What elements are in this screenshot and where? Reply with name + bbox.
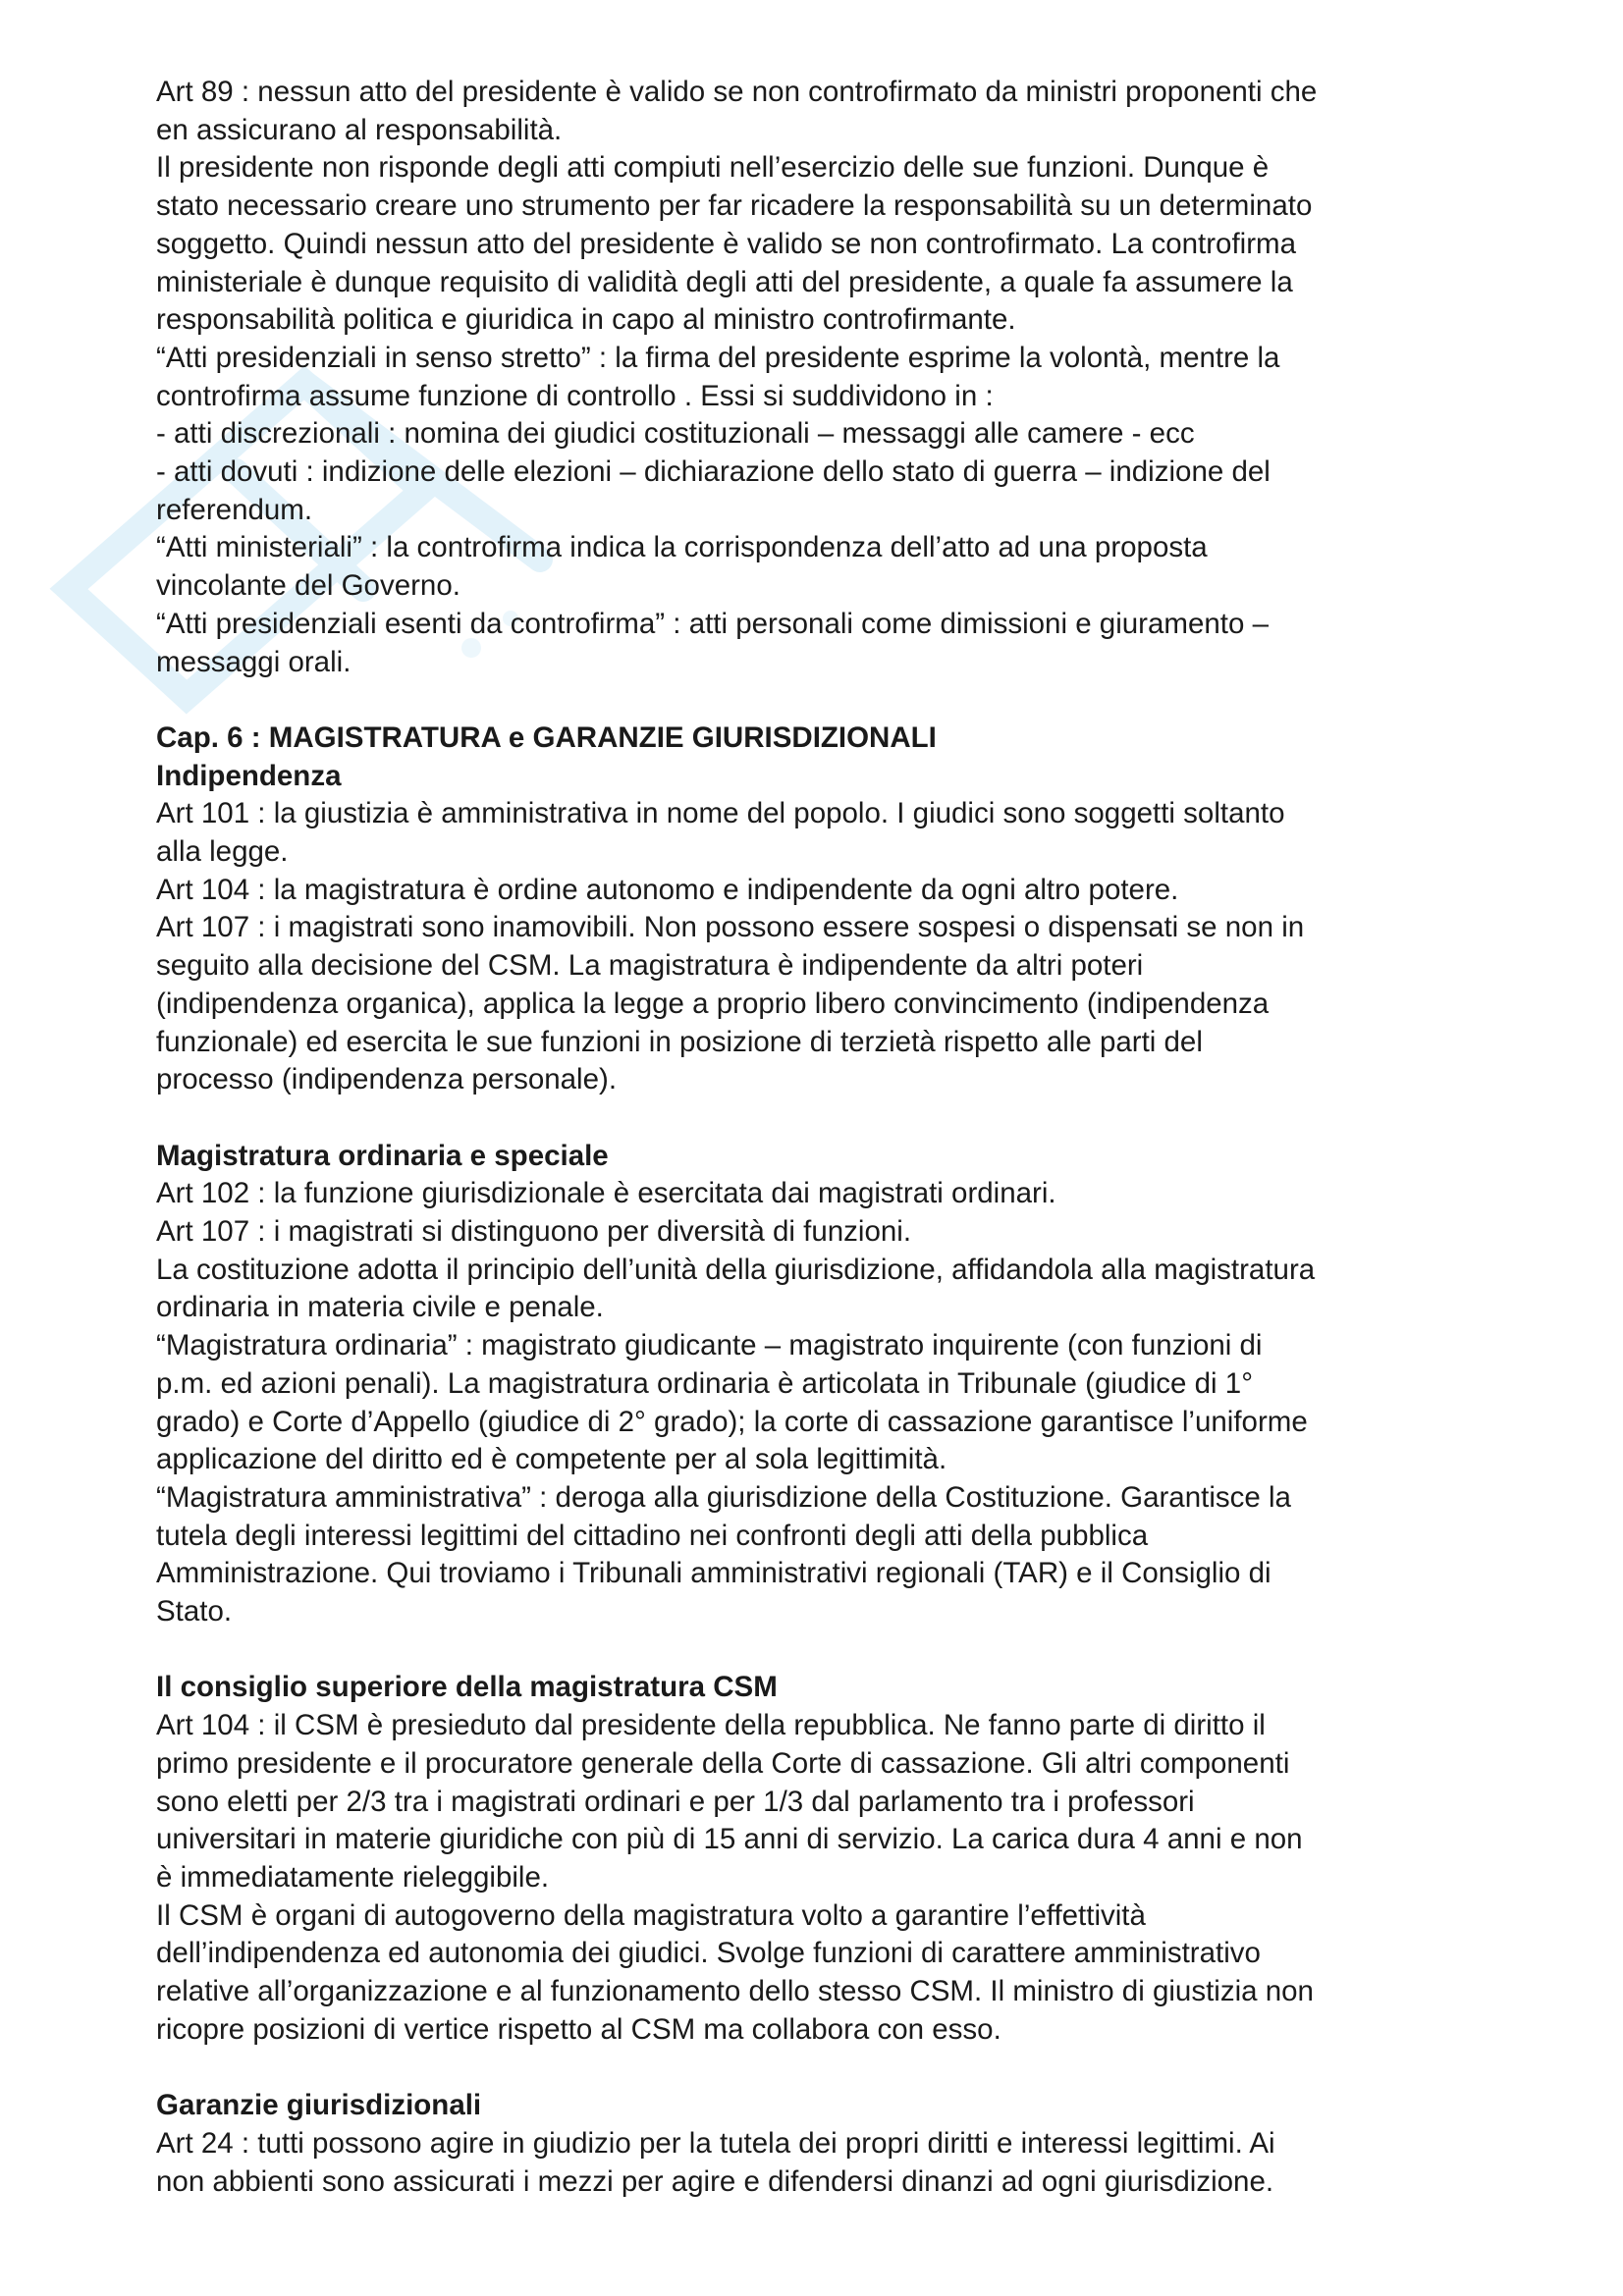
paragraph-gap bbox=[156, 2050, 1491, 2088]
section-cap6 bbox=[156, 720, 1491, 1099]
text-line: Stato. bbox=[156, 1595, 233, 1629]
section-title: Garanzie giurisdizionali bbox=[156, 2089, 482, 2122]
text-line: primo presidente e il procuratore generale della Corte di cassazione. Gli altri componenti bbox=[156, 1746, 1290, 1780]
text-line: Art 24 : tutti possono agire in giudizio per la tutela dei propri diritti e interessi legittimi. Ai bbox=[156, 2126, 1275, 2160]
text-line: “Magistratura ordinaria” : magistrato giudicante – magistrato inquirente (con funzioni di bbox=[156, 1329, 1263, 1362]
text-line: Art 107 : i magistrati sono inamovibili. Non possono essere sospesi o dispensati se non in bbox=[156, 911, 1305, 944]
text-line: sono eletti per 2/3 tra i magistrati ordinari e per 1/3 dal parlamento tra i professori bbox=[156, 1785, 1195, 1818]
text-line: controfirma assume funzione di controllo . Essi si suddividono in : bbox=[156, 379, 994, 412]
text-line: seguito alla decisione del CSM. La magistratura è indipendente da altri poteri bbox=[156, 949, 1144, 983]
text-line: Art 102 : la funzione giurisdizionale è esercitata dai magistrati ordinari. bbox=[156, 1177, 1056, 1210]
text-line: Art 101 : la giustizia è amministrativa in nome del popolo. I giudici sono soggetti soltanto bbox=[156, 797, 1285, 830]
chapter-title: Cap. 6 : MAGISTRATURA e GARANZIE GIURISDIZIONALI bbox=[156, 721, 937, 754]
text-line: funzionale) ed esercita le sue funzioni in posizione di terzietà rispetto alle parti del bbox=[156, 1025, 1203, 1058]
text-line: - atti discrezionali : nomina dei giudici costituzionali – messaggi alle camere - ecc bbox=[156, 417, 1195, 451]
text-line: ministeriale è dunque requisito di validità degli atti del presidente, a quale fa assumere la bbox=[156, 265, 1293, 298]
text-line: applicazione del diritto ed è competente per al sola legittimità. bbox=[156, 1443, 947, 1476]
text-line: messaggi orali. bbox=[156, 645, 352, 678]
text-line: “Atti presidenziali in senso stretto” : la firma del presidente esprime la volontà, mentre la bbox=[156, 341, 1280, 374]
section-magistratura bbox=[156, 1138, 1491, 1631]
section-title: Il consiglio superiore della magistratura CSM bbox=[156, 1671, 778, 1704]
text-line: responsabilità politica e giuridica in capo al ministro controfirmante. bbox=[156, 303, 1016, 337]
text-line: stato necessario creare uno strumento per far ricadere la responsabilità su un determinato bbox=[156, 189, 1313, 223]
text-line: Il presidente non risponde degli atti compiuti nell’esercizio delle sue funzioni. Dunque è bbox=[156, 151, 1270, 185]
text-line: Art 104 : la magistratura è ordine autonomo e indipendente da ogni altro potere. bbox=[156, 873, 1179, 906]
text-line: (indipendenza organica), applica la legge a proprio libero convincimento (indipendenza bbox=[156, 987, 1270, 1020]
text-line: processo (indipendenza personale). bbox=[156, 1063, 618, 1096]
text-line: Art 104 : il CSM è presieduto dal presidente della repubblica. Ne fanno parte di diritto il bbox=[156, 1709, 1266, 1742]
text-line: Amministrazione. Qui troviamo i Tribunali amministrativi regionali (TAR) e il Consiglio di bbox=[156, 1557, 1271, 1590]
section-title: Indipendenza bbox=[156, 759, 342, 792]
text-line: en assicurano al responsabilità. bbox=[156, 113, 563, 146]
text-line: ricopre posizioni di vertice rispetto al CSM ma collabora con esso. bbox=[156, 2012, 1001, 2046]
paragraph-gap bbox=[156, 1099, 1491, 1138]
paragraph-gap bbox=[156, 681, 1491, 720]
text-line: grado) e Corte d’Appello (giudice di 2° grado); la corte di cassazione garantisce l’uniforme bbox=[156, 1405, 1308, 1438]
text-line: Art 107 : i magistrati si distinguono per diversità di funzioni. bbox=[156, 1215, 912, 1249]
text-line: dell’indipendenza ed autonomia dei giudici. Svolge funzioni di carattere amministrativo bbox=[156, 1937, 1261, 1970]
text-line: - atti dovuti : indizione delle elezioni – dichiarazione dello stato di guerra – indizione del bbox=[156, 455, 1271, 489]
text-line: alla legge. bbox=[156, 835, 289, 869]
section-garanzie bbox=[156, 2087, 1491, 2201]
text-line: referendum. bbox=[156, 493, 313, 526]
text-line: “Magistratura amministrativa” : deroga alla giurisdizione della Costituzione. Garantisce la bbox=[156, 1480, 1291, 1514]
text-line: soggetto. Quindi nessun atto del presidente è valido se non controfirmato. La controfirma bbox=[156, 227, 1297, 260]
intro-block bbox=[156, 74, 1491, 681]
text-line: tutela degli interessi legittimi del cittadino nei confronti degli atti della pubblica bbox=[156, 1519, 1149, 1552]
text-line: non abbienti sono assicurati i mezzi per agire e difendersi dinanzi ad ogni giurisdizione. bbox=[156, 2164, 1274, 2198]
text-line: è immediatamente rieleggibile. bbox=[156, 1861, 550, 1894]
section-csm bbox=[156, 1669, 1491, 2049]
text-line: ordinaria in materia civile e penale. bbox=[156, 1291, 604, 1324]
text-line: “Atti ministeriali” : la controfirma indica la corrispondenza dell’atto ad una proposta bbox=[156, 531, 1208, 564]
text-line: vincolante del Governo. bbox=[156, 569, 460, 603]
paragraph-gap bbox=[156, 1631, 1491, 1670]
text-line: Il CSM è organi di autogoverno della magistratura volto a garantire l’effettività bbox=[156, 1898, 1146, 1932]
text-line: universitari in materie giuridiche con più di 15 anni di servizio. La carica dura 4 anni e non bbox=[156, 1823, 1303, 1856]
document-page bbox=[156, 74, 1491, 2201]
text-line: p.m. ed azioni penali). La magistratura ordinaria è articolata in Tribunale (giudice di 1° bbox=[156, 1366, 1254, 1400]
text-line: Art 89 : nessun atto del presidente è valido se non controfirmato da ministri proponenti che bbox=[156, 76, 1318, 108]
text-line: “Atti presidenziali esenti da controfirma” : atti personali come dimissioni e giuramento – bbox=[156, 607, 1269, 640]
section-title: Magistratura ordinaria e speciale bbox=[156, 1139, 609, 1172]
text-line: relative all’organizzazione e al funzionamento dello stesso CSM. Il ministro di giustizia non bbox=[156, 1975, 1314, 2008]
text-line: La costituzione adotta il principio dell’unità della giurisdizione, affidandola alla magistratura bbox=[156, 1253, 1316, 1286]
